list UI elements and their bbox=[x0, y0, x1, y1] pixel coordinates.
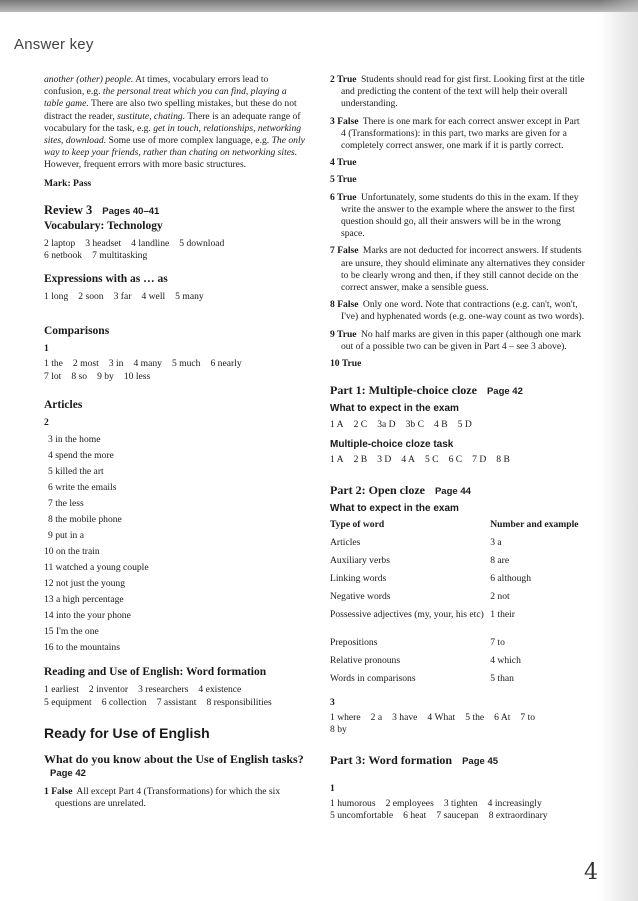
answer-item: 7 multitasking bbox=[92, 250, 148, 262]
true-false-list bbox=[330, 74, 586, 370]
true-false-item: 10 True bbox=[330, 358, 362, 370]
answer-item: 1 A bbox=[330, 454, 344, 466]
table-row bbox=[330, 555, 580, 573]
answer-item: 7 assistant bbox=[156, 696, 197, 708]
article-answer: 11 watched a young couple bbox=[44, 562, 149, 574]
article-answer: 3 in the home bbox=[48, 434, 101, 446]
answer-item: 6 nearly bbox=[210, 358, 242, 370]
answer-item: 4 many bbox=[133, 358, 162, 370]
answer-item: 6 collection bbox=[101, 696, 147, 708]
answer-item: 1 humorous bbox=[330, 797, 376, 809]
answer-item: 10 less bbox=[123, 370, 151, 382]
comparisons-row-1 bbox=[44, 358, 306, 370]
true-false-item: 3 False There is one mark for each correct answer except in Part 4 (Transformations): in this part, two marks are given for a completely correct answer, one mark if it is partly correct. bbox=[330, 115, 580, 152]
answer-item: 2 laptop bbox=[44, 238, 76, 250]
mark-line: Mark: Pass bbox=[44, 177, 92, 189]
word-type-table bbox=[330, 519, 580, 691]
comparisons-heading: Comparisons bbox=[44, 325, 110, 338]
answer-item: 4 B bbox=[434, 418, 448, 430]
handwritten-page-number: 4 bbox=[584, 860, 598, 885]
article-answer: 4 spend the more bbox=[48, 450, 114, 462]
intro-text-run: Some use of more complex language, e.g. bbox=[106, 135, 272, 147]
answer-item: 2 inventor bbox=[88, 684, 129, 696]
answer-item: 5 much bbox=[171, 358, 201, 370]
expressions-row bbox=[44, 291, 306, 303]
true-false-item: 9 True No half marks are given in this paper (although one mark out of a possible two can be given in Part 4 – see 3 above). bbox=[330, 328, 582, 352]
true-false-item: 8 False Only one word. Note that contractions (e.g. can't, won't, I've) and hyphenated words (e.g. one-way count as two words). bbox=[330, 299, 585, 323]
table-cell: Relative pronouns bbox=[330, 654, 401, 666]
answer-item: 7 to bbox=[520, 711, 536, 723]
part2-heading: Part 2: Open cloze Page 44 bbox=[330, 483, 471, 498]
answer-item: 6 heat bbox=[403, 809, 427, 821]
rue-row-2 bbox=[44, 697, 306, 709]
answer-item: 2 soon bbox=[78, 290, 104, 302]
comparisons-row-2 bbox=[44, 371, 306, 383]
table-cell: 3 a bbox=[490, 536, 502, 548]
intro-text-run: the personal treat which you can find, playing a table game. bbox=[44, 86, 287, 110]
rue-row-1 bbox=[44, 684, 306, 696]
table-cell: Articles bbox=[330, 536, 361, 548]
answer-item: 7 saucepan bbox=[436, 809, 479, 821]
table-cell: 4 which bbox=[490, 654, 521, 666]
intro-text-run: However, frequent errors with more basic structures. bbox=[44, 159, 247, 171]
part2-expect-heading: What to expect in the exam bbox=[330, 503, 459, 515]
comparisons-number: 1 bbox=[44, 343, 49, 355]
section-title: Answer key bbox=[14, 36, 94, 53]
answer-item: 3b C bbox=[405, 418, 425, 430]
answer-item: 1 earliest bbox=[44, 684, 79, 696]
table-cell: 6 although bbox=[490, 572, 531, 584]
articles-list bbox=[44, 432, 306, 656]
table-row bbox=[330, 537, 580, 555]
answer-item: 5 D bbox=[457, 418, 472, 430]
table-cell: Linking words bbox=[330, 572, 387, 584]
part2-row-2 bbox=[330, 724, 586, 736]
uoe-question-title: What do you know about the Use of English tasks? bbox=[44, 752, 304, 767]
answer-item: 3 far bbox=[113, 290, 132, 302]
table-row bbox=[330, 673, 580, 691]
answer-item: 6 netbook bbox=[44, 250, 83, 262]
table-cell: Words in comparisons bbox=[330, 672, 416, 684]
answer-item: 4 increasingly bbox=[487, 797, 542, 809]
vocab-heading: Vocabulary: Technology bbox=[44, 220, 163, 233]
part1-row bbox=[330, 419, 586, 431]
review-pages: Pages 40–41 bbox=[102, 205, 160, 217]
table-row bbox=[330, 637, 580, 655]
uoe-question-heading bbox=[44, 753, 306, 780]
article-answer: 5 killed the art bbox=[48, 466, 104, 478]
part3-number: 1 bbox=[330, 782, 335, 794]
true-false-item: 5 True bbox=[330, 174, 357, 186]
article-answer: 12 not just the young bbox=[44, 578, 126, 590]
answer-item: 4 landline bbox=[131, 238, 170, 250]
answer-item: 4 What bbox=[427, 711, 456, 723]
answer-item: 8 responsibilities bbox=[206, 696, 272, 708]
table-cell: 2 not bbox=[490, 590, 510, 602]
table-header-cell: Type of word bbox=[330, 518, 385, 530]
answer-item: 6 C bbox=[448, 454, 463, 466]
intro-text-run: At times, vocabulary errors lead to confusion, e.g. bbox=[44, 74, 269, 98]
part1-task-heading: Multiple-choice cloze task bbox=[330, 438, 454, 450]
answer-item: 2 C bbox=[353, 418, 368, 430]
answer-item: 8 by bbox=[330, 724, 347, 736]
article-answer: 16 to the mountains bbox=[44, 642, 120, 654]
intro-paragraph bbox=[44, 74, 306, 172]
article-answer: 10 on the train bbox=[44, 546, 100, 558]
intro-text-run: another (other) people. bbox=[44, 74, 134, 85]
table-row bbox=[330, 609, 580, 637]
table-cell: Possessive adjectives (my, your, his etc) bbox=[330, 608, 484, 620]
answer-item: 5 equipment bbox=[44, 696, 92, 708]
table-cell: 7 to bbox=[490, 636, 505, 648]
part3-row-2 bbox=[330, 810, 586, 822]
part2-row bbox=[330, 712, 586, 724]
uoe-answer-1: 1 False All except Part 4 (Transformations) for which the six questions are unrelated. bbox=[44, 786, 281, 810]
table-row bbox=[330, 591, 580, 609]
articles-heading: Articles bbox=[44, 398, 83, 411]
uoe-question-pages: Page 42 bbox=[50, 768, 86, 780]
table-cell: Auxiliary verbs bbox=[330, 554, 390, 566]
article-answer: 15 I'm the one bbox=[44, 626, 99, 638]
part3-row-1 bbox=[330, 798, 586, 810]
table-cell: 5 than bbox=[490, 672, 514, 684]
rue-heading: Reading and Use of English: Word formation bbox=[44, 666, 267, 679]
answer-item: 1 long bbox=[44, 290, 69, 302]
intro-text-run: There is an adequate range of vocabulary for the task, e.g. bbox=[44, 110, 301, 134]
answer-item: 1 A bbox=[330, 418, 344, 430]
answer-item: 3a D bbox=[377, 418, 396, 430]
answer-item: 1 where bbox=[330, 711, 361, 723]
vocab-row-1 bbox=[44, 238, 306, 250]
answer-item: 4 well bbox=[141, 290, 166, 302]
article-answer: 8 the mobile phone bbox=[48, 514, 122, 526]
answer-item: 5 C bbox=[424, 454, 439, 466]
answer-item: 9 by bbox=[97, 370, 114, 382]
answer-item: 8 B bbox=[496, 454, 510, 466]
answer-item: 7 D bbox=[472, 454, 487, 466]
ready-heading: Ready for Use of English bbox=[44, 724, 210, 741]
true-false-item: 4 True bbox=[330, 157, 357, 169]
answer-item: 6 At bbox=[494, 711, 511, 723]
answer-item: 3 tighten bbox=[443, 797, 478, 809]
article-answer: 13 a high percentage bbox=[44, 594, 124, 606]
table-header-cell: Number and example bbox=[490, 518, 579, 530]
table-row bbox=[330, 655, 580, 673]
answer-item: 5 uncomfortable bbox=[330, 809, 394, 821]
vocab-row-2 bbox=[44, 250, 306, 262]
part1-heading: Part 1: Multiple-choice cloze Page 42 bbox=[330, 383, 523, 398]
table-cell: Negative words bbox=[330, 590, 391, 602]
answer-item: 8 extraordinary bbox=[488, 809, 548, 821]
true-false-item: 7 False Marks are not deducted for incorrect answers. If students are unsure, they should eliminate any alternatives they consider to be clearly wrong and then, if they still cannot decide on the correct answer, make a sensible guess. bbox=[330, 245, 585, 294]
right-column bbox=[330, 74, 586, 822]
table-cell: 8 are bbox=[490, 554, 510, 566]
article-answer: 7 the less bbox=[48, 498, 84, 510]
answer-item: 3 researchers bbox=[138, 684, 189, 696]
intro-text-run: The only way to keep your friends, rather than chating on networking sites. bbox=[44, 135, 305, 159]
answer-item: 4 A bbox=[401, 454, 415, 466]
true-false-item: 6 True Unfortunately, some students do this in the exam. If they write the answer to the example where the answer to the first question should go, all their answers will be in the wrong space. bbox=[330, 191, 579, 240]
articles-number: 2 bbox=[44, 417, 49, 429]
part1-expect-heading: What to expect in the exam bbox=[330, 403, 459, 415]
page-edge-shadow bbox=[598, 0, 638, 901]
table-cell: Prepositions bbox=[330, 636, 378, 648]
expressions-heading: Expressions with as … as bbox=[44, 272, 168, 285]
answer-item: 2 employees bbox=[385, 797, 434, 809]
top-edge-bar bbox=[0, 0, 638, 12]
answer-item: 7 lot bbox=[44, 370, 62, 382]
intro-text-run: get in touch, relationships, networking sites, download. bbox=[44, 122, 302, 147]
answer-item: 5 many bbox=[175, 290, 204, 302]
part3-heading: Part 3: Word formation Page 45 bbox=[330, 753, 499, 768]
answer-item: 3 D bbox=[377, 454, 392, 466]
answer-item: 3 headset bbox=[85, 238, 122, 250]
article-answer: 6 write the emails bbox=[48, 482, 117, 494]
answer-item: 4 existence bbox=[198, 684, 242, 696]
intro-text-run: sustitute, chating. bbox=[117, 110, 186, 122]
answer-item: 3 in bbox=[108, 358, 124, 370]
table-cell: 1 their bbox=[490, 608, 515, 620]
answer-item: 2 most bbox=[72, 358, 99, 370]
answer-item: 2 a bbox=[370, 711, 383, 723]
review-heading bbox=[44, 204, 306, 218]
article-answer: 9 put in a bbox=[48, 530, 84, 542]
intro-text-run: There are also two spelling mistakes, but these do not distract the reader, bbox=[44, 98, 297, 122]
table-row bbox=[330, 573, 580, 591]
article-answer: 14 into the your phone bbox=[44, 610, 131, 622]
answer-item: 5 the bbox=[465, 711, 485, 723]
answer-item: 1 the bbox=[44, 358, 63, 370]
left-column bbox=[44, 74, 306, 815]
true-false-item: 2 True Students should read for gist first. Looking first at the title and predicting the content of the text will help their overall understanding. bbox=[330, 74, 585, 110]
review-title: Review 3 bbox=[44, 202, 93, 217]
answer-item: 8 so bbox=[71, 370, 88, 382]
part1-task-row bbox=[330, 454, 586, 466]
answer-item: 3 have bbox=[392, 711, 418, 723]
part2-number: 3 bbox=[330, 696, 335, 708]
answer-item: 5 download bbox=[179, 238, 225, 250]
answer-item: 2 B bbox=[353, 454, 368, 466]
